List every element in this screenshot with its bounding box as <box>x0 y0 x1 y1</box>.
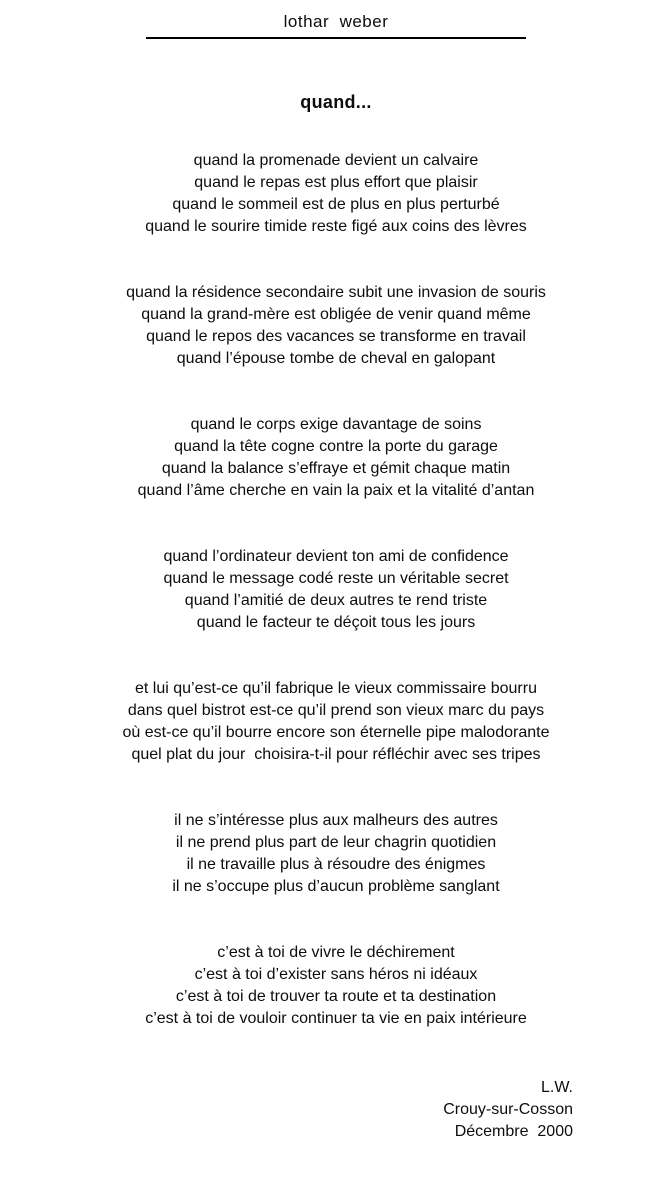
poem-line: quand le message codé reste un véritable secret <box>163 570 509 587</box>
poem-line: il ne prend plus part de leur chagrin quotidien <box>175 834 497 851</box>
signature-place: Crouy-sur-Cosson <box>443 1101 573 1118</box>
poem-line: c’est à toi de trouver ta route et ta destination <box>175 988 497 1005</box>
poem-line: il ne s’occupe plus d’aucun problème sanglant <box>172 878 500 895</box>
poem-title: quand... <box>300 92 372 112</box>
poem-line: quand la tête cogne contre la porte du garage <box>174 438 498 455</box>
poem-line: quand la promenade devient un calvaire <box>193 152 479 169</box>
poem-line: quand l’ordinateur devient ton ami de confidence <box>163 548 509 565</box>
poem-line: quand l’amitié de deux autres te rend triste <box>184 592 488 609</box>
poem-line: c’est à toi de vouloir continuer ta vie en paix intérieure <box>145 1010 527 1027</box>
poem-body <box>21 150 651 1030</box>
poem-line: quand le sourire timide reste figé aux coins des lèvres <box>145 218 527 235</box>
poem-line: quand l’épouse tombe de cheval en galopant <box>176 350 496 367</box>
poem-line: quand le corps exige davantage de soins <box>190 416 482 433</box>
poem-line: c’est à toi de vivre le déchirement <box>217 944 455 961</box>
signature-date: Décembre 2000 <box>454 1123 573 1140</box>
stanza-1 <box>21 150 651 238</box>
signature-initials: L.W. <box>540 1079 573 1096</box>
stanza-4 <box>21 546 651 634</box>
poem-line: quel plat du jour choisira-t-il pour réfléchir avec ses tripes <box>131 746 541 763</box>
poem-line: et lui qu’est-ce qu’il fabrique le vieux commissaire bourru <box>135 680 537 697</box>
poem-line: quand l’âme cherche en vain la paix et la vitalité d’antan <box>137 482 535 499</box>
stanza-3 <box>21 414 651 502</box>
poem-line: quand le repos des vacances se transforme en travail <box>146 328 526 345</box>
poem-line: quand la grand-mère est obligée de venir quand même <box>141 306 531 323</box>
poem-line: quand la balance s’effraye et gémit chaque matin <box>161 460 511 477</box>
signature-block <box>21 1077 651 1143</box>
poem-line: dans quel bistrot est-ce qu’il prend son vieux marc du pays <box>127 702 545 719</box>
poem-line: quand le sommeil est de plus en plus perturbé <box>172 196 500 213</box>
document-header <box>21 0 651 39</box>
header-rule <box>146 37 526 39</box>
stanza-2 <box>21 282 651 370</box>
poem-line: il ne s’intéresse plus aux malheurs des autres <box>174 812 498 829</box>
poem-line: quand le repas est plus effort que plaisir <box>194 174 478 191</box>
stanza-5 <box>21 678 651 766</box>
poem-line: c’est à toi d’exister sans héros ni idéaux <box>194 966 478 983</box>
poem-line: où est-ce qu’il bourre encore son éternelle pipe malodorante <box>122 724 550 741</box>
stanza-6 <box>21 810 651 898</box>
stanza-7 <box>21 942 651 1030</box>
poem-line: il ne travaille plus à résoudre des énigmes <box>186 856 486 873</box>
poem-line: quand la résidence secondaire subit une invasion de souris <box>126 284 546 301</box>
author-name: lothar weber <box>283 12 389 31</box>
poem-line: quand le facteur te déçoit tous les jours <box>196 614 476 631</box>
